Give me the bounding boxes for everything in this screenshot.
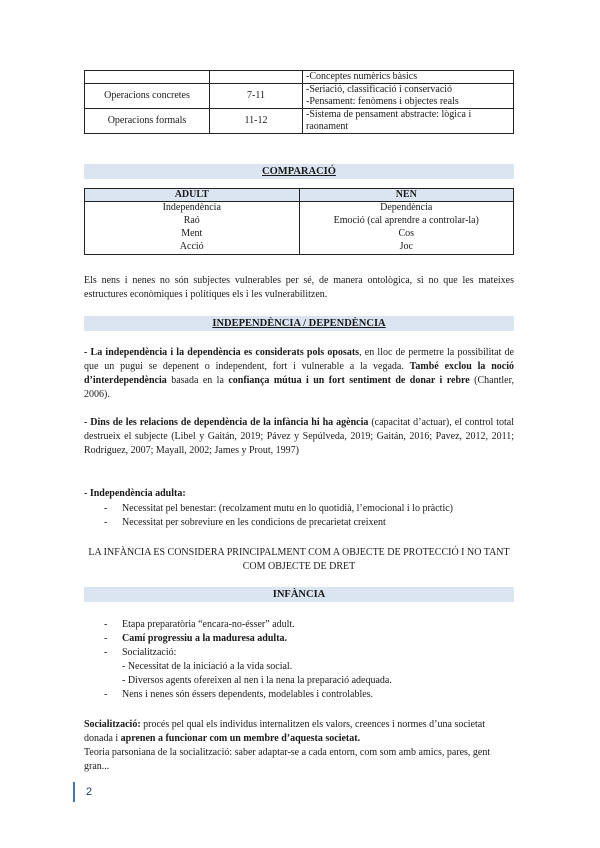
socialitzacio-paragraph — [84, 718, 514, 774]
independencia-paragraph-1 — [84, 346, 514, 402]
age-cell: 7-11 — [210, 84, 303, 109]
age-cell — [210, 71, 303, 84]
nen-trait: Emoció (cal aprendre a controlar-la) — [333, 215, 479, 226]
age-cell: 11-12 — [210, 109, 303, 134]
bold-span: També exclou la noció — [409, 361, 514, 372]
sub-list-item: - Necessitat de la iniciació a la vida social. — [122, 661, 293, 672]
nen-trait: Dependència — [380, 202, 433, 213]
list-item: - Necessitat per sobreviure en les condicions de precarietat creixent — [84, 516, 514, 530]
bold-span: d’interdependència — [84, 375, 167, 386]
list-item — [84, 632, 514, 646]
stages-table — [84, 70, 514, 134]
list-item: - Necessitat pel benestar: (recolzament mutu en lo quotidià, l’emocional i lo pràctic) — [84, 502, 514, 516]
text-span: (capacitat d’actuar), el control total destrueix el subjecte (Libel y Gaitán, 2019; Pávez y Sepúlveda, 2019; Gaitán, 2016; Pavez, 2012, 2011; Rodríguez, 2007; Mayall, 2002; James y Prout, 1997) — [84, 417, 514, 456]
nen-trait: Cos — [398, 228, 415, 239]
adult-independence-heading: - Independència adulta: — [84, 488, 186, 499]
text-span: basada en la — [166, 375, 229, 386]
bold-span: aprenen a funcionar com un membre d’aquesta societat. — [120, 733, 361, 744]
independencia-paragraph-2 — [84, 416, 514, 458]
table-row — [85, 84, 514, 109]
nen-trait: Joc — [399, 241, 413, 252]
text-span: procés pel qual els individus internalitzen els valors, creences i normes d’una societat donada i — [84, 719, 485, 744]
column-header-adult: ADULT — [85, 189, 300, 202]
independencia-heading: INDEPENDÈNCIA / DEPENDÈNCIA — [84, 316, 514, 331]
adult-trait: Acció — [179, 241, 204, 252]
stage-cell: Operacions formals — [85, 109, 210, 134]
nen-column — [299, 202, 514, 255]
infancia-list — [84, 618, 514, 702]
page-number: 2 — [73, 782, 92, 802]
infancia-heading: INFÀNCIA — [84, 587, 514, 602]
adult-trait: Raó — [183, 215, 200, 226]
bold-span: - Dins de les relacions de dependència de la infància hi ha agència — [84, 417, 369, 428]
comparison-table — [84, 188, 514, 255]
traits-cell — [303, 109, 514, 134]
adult-trait: Ment — [181, 228, 203, 239]
trait-line: -Pensament: fenòmens i objectes reals — [306, 96, 459, 107]
traits-cell — [303, 84, 514, 109]
list-item: - Socialització: — [84, 646, 514, 660]
vulnerables-paragraph: Els nens i nenes no són subjectes vulnerables per sé, de manera ontològica, si no que les mateixes estructures econòmiques i polítiques els i les vulnerabilitzen. — [84, 275, 514, 300]
text-span: (Chantler, 2006). — [84, 375, 514, 400]
comparacio-heading: COMPARACIÓ — [84, 164, 514, 179]
adult-trait: Independència — [162, 202, 221, 213]
bold-span: Camí progressiu a la maduresa adulta. — [122, 633, 288, 644]
caps-statement: LA INFÀNCIA ES CONSIDERA PRINCIPALMENT COM A OBJECTE DE PROTECCIÓ I NO TANT COM OBJECTE DE DRET — [88, 547, 510, 572]
trait-line: -Sistema de pensament abstracte: lògica i — [306, 109, 472, 120]
adult-column — [85, 202, 300, 255]
stage-cell: Operacions concretes — [85, 84, 210, 109]
bold-span: - La independència i la dependència es considerats pols oposats — [84, 347, 360, 358]
table-row — [85, 71, 514, 84]
traits-cell — [303, 71, 514, 84]
text-span: Teoria parsoniana de la socialització: saber adaptar-se a cada entorn, com som amb amics, pares, gent gran... — [84, 747, 491, 772]
table-header-row — [85, 189, 514, 202]
stage-cell — [85, 71, 210, 84]
bold-span: Socialització: — [84, 719, 141, 730]
list-item: - Nens i nenes són éssers dependents, modelables i controlables. — [84, 688, 514, 702]
list-item: - Etapa preparatòria “encara-no-ésser” adult. — [84, 618, 514, 632]
trait-line: raonament — [306, 121, 349, 132]
trait-line: -Seriació, classificació i conservació — [306, 84, 453, 95]
table-row — [85, 202, 514, 255]
column-header-nen: NEN — [299, 189, 514, 202]
bold-span: confiança mútua i un fort sentiment de donar i rebre — [228, 375, 470, 386]
adult-independence-list — [84, 502, 514, 530]
table-row — [85, 109, 514, 134]
trait-line: -Conceptes numèrics bàsics — [306, 71, 418, 82]
text-span: , en lloc de permetre la possibilitat de que un pugui se depenent o independent, fort i vulnerable a la vegada. — [84, 347, 514, 372]
sub-list-item: - Diversos agents ofereixen al nen i la nena la preparació adequada. — [122, 675, 392, 686]
